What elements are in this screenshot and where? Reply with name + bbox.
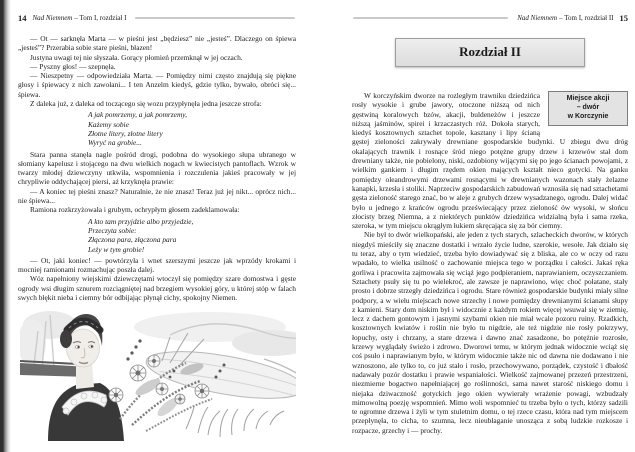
song-verse: [88, 110, 296, 147]
verse-line: Przeczyta sobie:: [88, 225, 137, 235]
song-verse: [88, 217, 296, 254]
paragraph: — Ot — sarknęła Marta — w pieśni jest „będziesz” nie „jesteś”. Dlaczego on śpiewa „jesteś”? Przerabia sobie stare pieśni, błazen!: [18, 34, 296, 53]
paragraph: Nie był to dwór wielkopański, ale jeden z tych starych, szlacheckich dworów, w których niegdyś mieściły się znaczne dostatki i wrzało życie ludne, szerokie, wesołe. Jak działo się tu teraz, aby o tym wiedzieć, trzeba było dowiadywać się z bliska, ale co w oczy od razu wpadało, to wielka usilność o zachowanie miejsca tego w porządku i całości. Jakaś ręka gorliwa i pracowita zajmowała się wciąż jego podpieraniem, naprawianiem, oczyszczaniem. Sztachety psuły się tu po wielekroć, ale zawsze je naprawiono, więc choć połatane, stały prosto i dobrze strzegły dziedzińca i ogrodu. Stare również gospodarskie budynki miały silne podpory, a w wielu miejscach nowe strzechy i nowe pomiędzy drewnianymi ścianami słupy z kamieni. Stary dom niskim był i widocznie z każdym rokiem więcej wsuwał się w ziemię, lecz z dachem gontowym i jasnymi szybami okien nie miał wcale pozoru ruiny. Rzadkich, kosztownych kwiatów i roślin nie było tu nigdzie, ale też nigdzie nie rosły pokrzywy, łopuchy, osty i chrzany, a stare drzewa i dawno znać zasadzone, bo potężnie rozrosłe, krzewy wyglądały świeżo i zdrowo. Dworowi temu, w którym jednak widocznie wciąż się coś psuło i naprawianym było, w którym widocznie także nic od dawna nie dodawano i nie wznoszono, ale tylko to, co już stało i rosło, przechowywano, porządek, czystość i dbałość nadawały pozór dostatku i prawie wspaniałości. Wielkość zajmowanej przezeń przestrzeni, niezmierne bogactwo napełniającej go roślinności, sama nawet starość niskiego domu i niejaka dziwaczność gotyckich jego okien wywierały wrażenie powagi, wzbudzały mimowolną poezję wspomnień. Mimo woli wspomnieć tu trzeba było o tych, którzy sadzili te ogromne drzewa i żyli w tym stuletnim domu, o tej rzece czasu, która nad tym miejscem przepłynęła, to cicha, to szumna, lecz nieubłaganie unosząca z sobą ludzkie rozkosze i rozpacze, grzechy i — prochy.: [352, 230, 628, 435]
running-header-right: [352, 13, 628, 23]
running-header-left: [18, 13, 296, 23]
margin-note-box: [548, 91, 628, 126]
running-title: [33, 14, 127, 22]
paragraph: — Ot, jaki koniec! — powtórzyła i wnet szerszymi jeszcze jak wprzódy krokami i mocniej ramionami rozmachując poszła dalej.: [18, 255, 296, 275]
chapter-reference: – Tom I, rozdział II: [559, 14, 614, 22]
paragraph: — Pyszny głos! — szepnęła.: [30, 61, 116, 71]
verse-line: A jak pomrzemy, a jak pomrzemy,: [88, 110, 188, 120]
margin-note-line: – dwór: [576, 103, 600, 111]
verse-line: A kto tam przyjdzie albo przyjedzie,: [88, 216, 194, 226]
page-number: 15: [619, 13, 628, 23]
chapter-title: Rozdział II: [459, 44, 521, 59]
page-right: [352, 0, 628, 452]
paragraph: Ramiona rozkrzyżowała i grubym, ochrypłym głosem zadeklamowała:: [30, 205, 240, 215]
verse-line: Wyryć na grobie...: [88, 138, 142, 148]
book-title: Nad Niemnem: [32, 14, 73, 22]
page-left: [18, 0, 296, 452]
header-rule: [135, 17, 295, 20]
paragraph: Stara panna stanęła nagle pośród drogi, podobna do wysokiego słupa ubranego w słomiany kapelusz i stojącego na dwu wielkich nogach w kwiecistych pantoflach. Wzrok w twarzy młodej dziewczyny utkwiła, wspomnienia i rozczulenia jakieś pracowały w jej chrypliwie oddychającej piersi, aż krzyknęła prawie:: [18, 149, 296, 187]
paragraph-text: W korczyńskim dworze na rozległym trawniku dziedzińca rosły wysokie i grube jawory, otoczone niższą od nich gęstwiną koralowych bzów, akacji, buldeneżów i jeszcze niższą jaśminów, spirei i krzaczastych róż. Dokoła starych, kiedyś kosztownych sztachet topole, kasztany i lipy ścianą gęstej zieloności zakrywały drewniane gospodarskie budynki. U zbiegu dwu dróg okalających trawnik i rosnące śród niego potężne grupy drzew i krzewów stał dom drewniany także, nie pobielony, niski, ozdobiony wijącymi się po jego ścianach powojami, z wielkim gankiem i długim rzędem okien mających kształt nieco gotycki. Na ganku pomiędzy oleandrowymi drzewami rosnącymi w drewnianych wazonach stały żelazne kanapki, krzesła i stoliki. Naprzeciw gospodarskich zabudowań wznosiła się nad sztachetami gęsta zieloność starego znać, bo w aleje z grubych drzew wysadzanego, ogrodu. Dalej widać było u jednego z krańców ogrodu przeświecający przez zieloność ów wysoki, w słońcu złocisty brzeg Niemna, a z niektórych punktów dziedzińca widzialną była i sama rzeka, szeroka, w tym miejscu okrągłym łukiem skręcająca się za bór ciemny.: [352, 91, 628, 231]
page-body-left: [18, 34, 296, 441]
book-title: Nad Niemnem: [517, 14, 558, 22]
verse-line: Leży w tym grobie!: [88, 244, 145, 254]
chapter-title-box: [395, 38, 585, 67]
paragraph: Wóz napełniony wiejskimi dziewczętami wtoczył się pomiędzy szare domostwa i gęste ogrody wsi długim sznurem rozciągniętej nad brzegiem wysokiej góry, u której stóp w falach swych błękit nieba i ciemny bór odbijając płynął cichy, spokojny Niemen.: [18, 274, 296, 303]
illustration-woman-with-flowers: [20, 307, 296, 441]
verse-line: Złotne litery, złotne litery: [88, 128, 163, 138]
page-edge-shadow: [0, 0, 11, 452]
margin-note-line: Miejsce akcji: [566, 95, 610, 102]
verse-line: Złączona para, złączona para: [88, 235, 177, 245]
verse-line: Każemy sobie: [88, 119, 129, 129]
paragraph: — A koniec tej pieśni znasz? Naturalnie, że nie znasz! Teraz już jej nikt... oprócz nich... nie śpiewa...: [18, 186, 296, 206]
header-rule: [353, 17, 508, 20]
page-number: 14: [18, 13, 27, 23]
margin-note-line: w Korczynie: [567, 112, 609, 120]
chapter-reference: – Tom I, rozdział I: [74, 14, 127, 22]
running-title: [517, 14, 613, 22]
paragraph: — Nieszpetny — odpowiedziała Marta. — Pomiędzy nimi często znajdują się piękne głosy i śpiewacy z nich zawołani... I ten Anzelm kiedyś, gdzie tylko, bywało, obróci się... śpiewa.: [18, 71, 296, 99]
paragraph: Justyna uwagi tej nie słyszała. Gorący płomień przemknął w jej oczach.: [30, 52, 243, 62]
paragraph: Z daleka już, z daleka od toczącego się wozu przypłynęła jedna jeszcze strofa:: [30, 99, 262, 109]
paragraph: [352, 91, 628, 230]
